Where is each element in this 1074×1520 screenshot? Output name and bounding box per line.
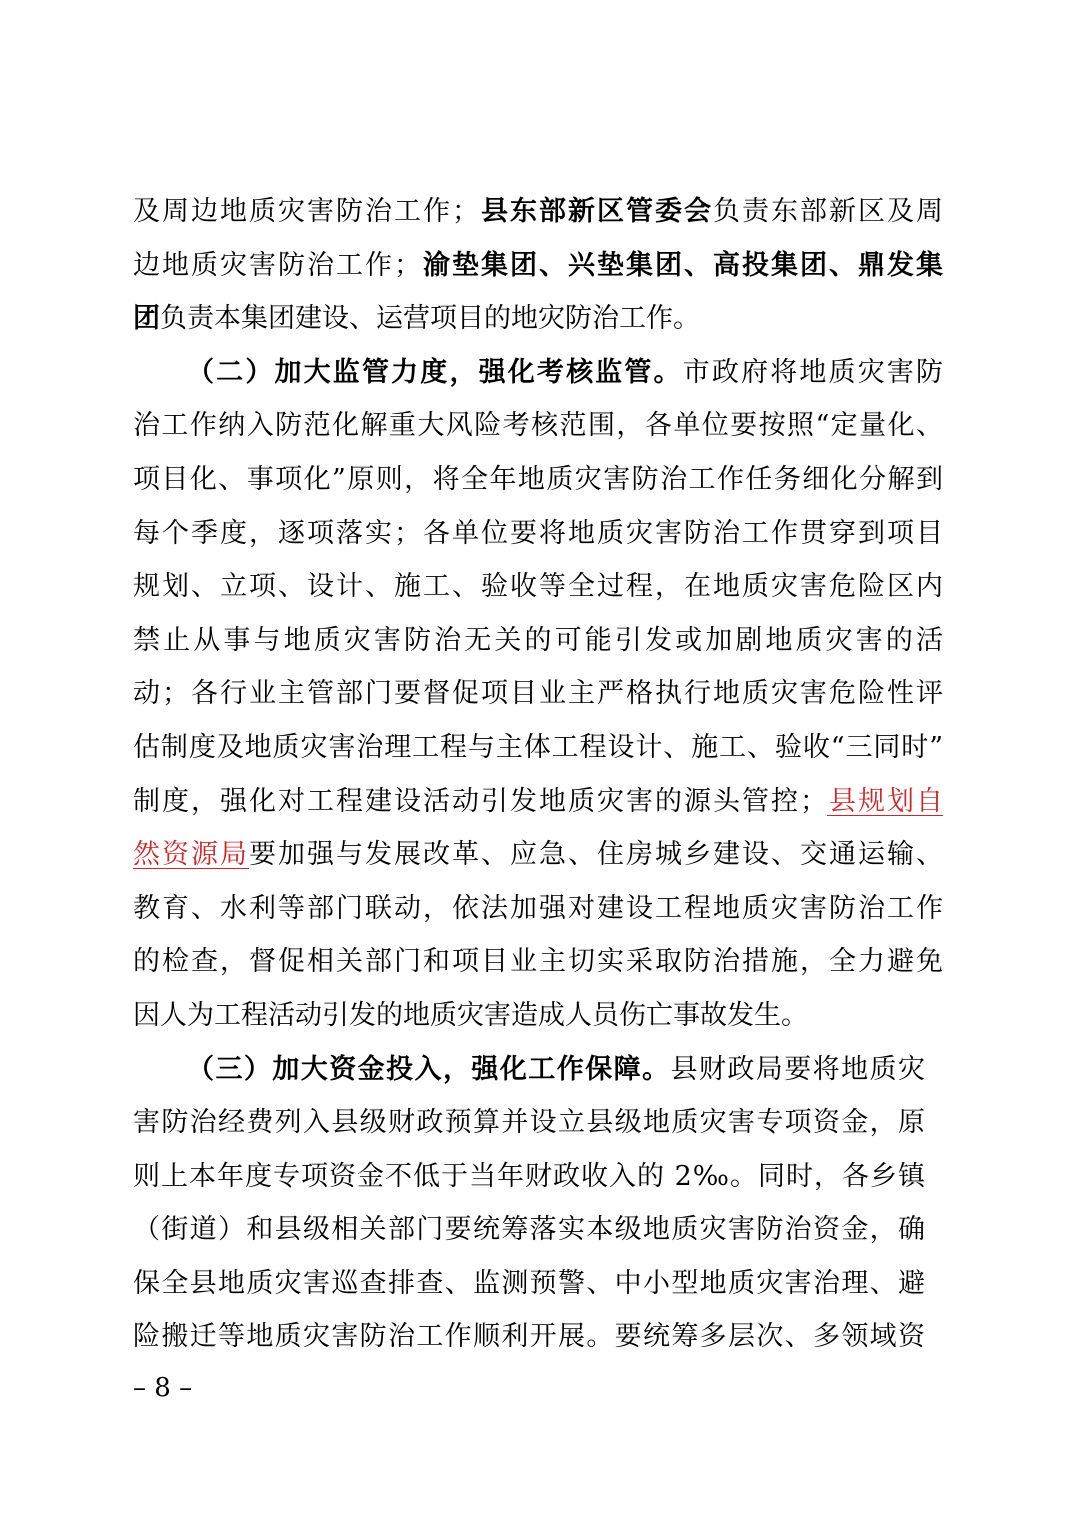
bold-text: 县东部新区管委会 xyxy=(479,196,713,227)
text-line xyxy=(133,1310,925,1364)
text-line xyxy=(133,507,943,561)
text-line xyxy=(133,239,943,293)
text-span: 教育、水利等部门联动，依法加强对建设工程地质灾害防治工作 xyxy=(133,892,943,924)
text-line xyxy=(133,399,943,453)
text-span: 估制度及地质灾害治理工程与主体工程设计、施工、验收“三同时” xyxy=(133,731,943,763)
text-span: 的检查，督促相关部门和项目业主切实采取防治措施，全力避免 xyxy=(133,946,943,978)
highlighted-text: 然资源局 xyxy=(133,839,249,871)
text-span: 动；各行业主管部门要督促项目业主严格执行地质灾害危险性评 xyxy=(133,678,943,710)
text-line xyxy=(133,935,943,989)
text-line xyxy=(133,346,943,400)
text-span: 制度，强化对工程建设活动引发地质灾害的源头管控； xyxy=(133,785,827,817)
text-span: 县财政局要将地质灾 xyxy=(670,1053,925,1085)
text-line xyxy=(133,1150,925,1204)
paragraph-continued xyxy=(133,185,943,346)
bold-text: 渝垫集团、兴垫集团、高投集团、鼎发集 xyxy=(421,249,943,281)
text-span: 规划、立项、设计、施工、验收等全过程，在地质灾害危险区内 xyxy=(133,571,943,603)
text-line xyxy=(133,1257,925,1311)
text-span: 边地质灾害防治工作； xyxy=(133,249,421,281)
section-heading: （二）加大监管力度，强化考核监管。 xyxy=(187,356,683,388)
text-line xyxy=(133,1043,925,1097)
text-span: 市政府将地质灾害防 xyxy=(682,356,943,388)
highlighted-text: 县规划自 xyxy=(827,785,943,817)
text-line xyxy=(133,1096,925,1150)
text-span: 每个季度，逐项落实；各单位要将地质灾害防治工作贯穿到项目 xyxy=(133,517,943,549)
paragraph-section-3 xyxy=(133,1043,943,1365)
text-line xyxy=(133,775,943,829)
page-number: – 8 – xyxy=(133,1373,193,1403)
text-line xyxy=(133,828,943,882)
text-span: 要加强与发展改革、应急、住房城乡建设、交通运输、 xyxy=(249,839,943,871)
text-line xyxy=(133,721,943,775)
text-span: （街道）和县级相关部门要统筹落实本级地质灾害防治资金，确 xyxy=(133,1214,925,1246)
text-span: 治工作纳入防范化解重大风险考核范围，各单位要按照“定量化、 xyxy=(133,410,943,442)
text-line xyxy=(133,614,943,668)
text-span: 及周边地质灾害防治工作； xyxy=(133,196,479,227)
text-line xyxy=(133,292,943,346)
bold-text: 团 xyxy=(133,303,160,335)
text-line xyxy=(133,1203,925,1257)
text-span: 保全县地质灾害巡查排查、监测预警、中小型地质灾害治理、避 xyxy=(133,1267,925,1299)
document-body xyxy=(133,185,943,1364)
text-span: 负责本集团建设、运营项目的地灾防治工作。 xyxy=(160,303,700,335)
text-line xyxy=(133,453,943,507)
section-heading: （三）加大资金投入，强化工作保障。 xyxy=(187,1053,671,1085)
text-span: 项目化、事项化”原则，将全年地质灾害防治工作任务细化分解到 xyxy=(133,463,943,495)
paragraph-section-2 xyxy=(133,346,943,1043)
text-line xyxy=(133,882,943,936)
text-line xyxy=(133,560,943,614)
text-span: 险搬迁等地质灾害防治工作顺利开展。要统筹多层次、多领域资 xyxy=(133,1321,925,1353)
text-span: 害防治经费列入县级财政预算并设立县级地质灾害专项资金，原 xyxy=(133,1107,925,1139)
text-line xyxy=(133,185,943,239)
text-span: 因人为工程活动引发的地质灾害造成人员伤亡事故发生。 xyxy=(133,999,808,1031)
text-span: 则上本年度专项资金不低于当年财政收入的 2‰。同时，各乡镇 xyxy=(133,1160,925,1192)
text-line xyxy=(133,989,943,1043)
text-span: 禁止从事与地质灾害防治无关的可能引发或加剧地质灾害的活 xyxy=(133,624,943,656)
text-span: 负责东部新区及周 xyxy=(713,196,943,227)
text-line xyxy=(133,667,943,721)
